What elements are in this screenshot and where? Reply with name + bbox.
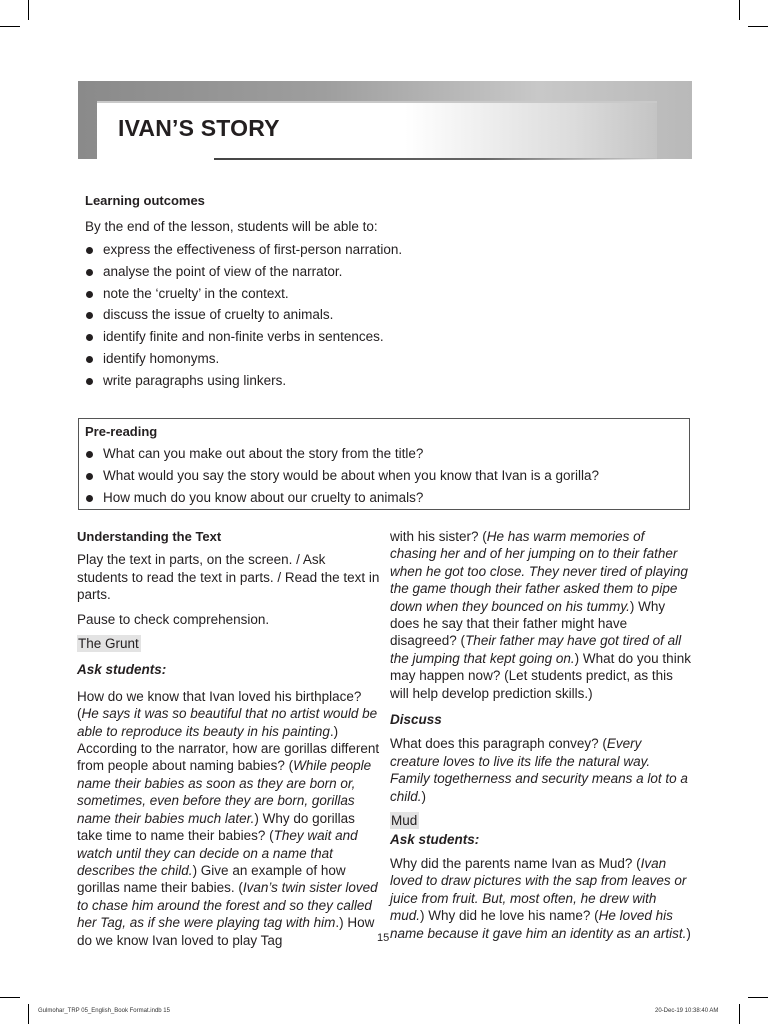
list-item: analyse the point of view of the narrator.	[85, 263, 402, 285]
list-item: What can you make out about the story from the title?	[85, 445, 599, 467]
print-slug-date: 20-Dec-19 10:38:40 AM	[655, 1008, 719, 1014]
question-paragraph	[390, 855, 692, 942]
question-text: What does this paragraph convey? (	[390, 736, 607, 752]
instruction-paragraph: Pause to check comprehension.	[77, 611, 270, 627]
discuss-heading: Discuss	[390, 712, 442, 728]
title-underline	[214, 158, 664, 160]
ask-students-heading: Ask students:	[390, 831, 480, 847]
closing-paren: )	[686, 925, 691, 941]
question-text: .) How do we know Ivan loved to play Tag	[77, 915, 375, 948]
learning-outcomes-list	[85, 241, 402, 394]
question-paragraph	[77, 688, 380, 949]
list-item: discuss the issue of cruelty to animals.	[85, 306, 402, 328]
question-text: ) Why does he say that their father might have disagreed? (	[390, 598, 666, 649]
crop-mark	[739, 1004, 740, 1024]
learning-outcomes-intro: By the end of the lesson, students will be able to:	[85, 219, 378, 234]
question-text: ) Why do gorillas take time to name their babies? (	[77, 810, 355, 844]
question-text: .) According to the narrator, how are gorillas different from people about naming babies? (	[77, 723, 380, 774]
crop-mark	[28, 0, 29, 20]
list-item: express the effectiveness of first-person narration.	[85, 241, 402, 263]
answer-text: Ivan’s twin sister loved to chase him around the forest and so they called her Tag, as if she were playing tag with him	[77, 880, 378, 931]
crop-mark	[0, 997, 20, 998]
answer-text: They wait and watch until they can decide on a name that describes the child.	[77, 828, 358, 878]
list-item: What would you say the story would be about when you know that Ivan is a gorilla?	[85, 467, 599, 489]
answer-text: Ivan loved to draw pictures with the sap from leaves or juice from fruit. But, most often, he drew with mud.	[390, 855, 687, 924]
answer-text: Their father may have got tired of all the jumping that kept going on.	[390, 633, 682, 666]
answer-text: He says it was so beautiful that no artist would be able to reproduce its beauty in his painting	[77, 706, 378, 739]
list-item: note the ‘cruelty’ in the context.	[85, 285, 402, 307]
question-text: ) Give an example of how gorillas name their babies. (	[77, 862, 346, 896]
list-item: identify finite and non-finite verbs in sentences.	[85, 328, 402, 350]
right-column	[390, 528, 692, 942]
answer-text: He has warm memories of chasing her and of her jumping on to their father when he got too close. They never tired of playing the game though their father asked them to pipe down when they bounced on his tummy.	[390, 529, 688, 614]
question-text: How do we know that Ivan loved his birthplace? (	[77, 688, 362, 722]
question-paragraph	[390, 528, 692, 702]
ask-students-heading: Ask students:	[77, 662, 167, 678]
crop-mark	[748, 26, 768, 27]
closing-paren: )	[421, 788, 427, 804]
question-text: ) Why did he love his name? (	[420, 908, 599, 924]
learning-outcomes-heading: Learning outcomes	[85, 193, 205, 208]
crop-mark	[28, 1004, 29, 1024]
list-item: How much do you know about our cruelty to animals?	[85, 489, 599, 511]
question-text: with his sister? (	[390, 529, 487, 544]
list-item: identify homonyms.	[85, 350, 402, 372]
crop-mark	[739, 0, 740, 20]
question-text: Why did the parents name Ivan as Mud? (	[390, 855, 641, 871]
crop-mark	[0, 26, 20, 27]
section-tag: The Grunt	[78, 636, 139, 652]
pre-reading-list	[85, 445, 599, 510]
list-item: write paragraphs using linkers.	[85, 372, 402, 394]
answer-text: While people name their babies as soon as they are born or, sometimes, even before they are born, gorillas name their babies much later.	[77, 758, 372, 826]
left-column	[77, 528, 380, 949]
crop-mark	[748, 997, 768, 998]
pre-reading-box	[78, 418, 690, 510]
section-heading: Understanding the Text	[77, 529, 222, 544]
section-tag: Mud	[391, 813, 418, 829]
question-text: ) What do you think may happen now? (Let students predict, as this will help develop prediction skills.)	[390, 650, 691, 701]
page-number: 15	[377, 932, 390, 944]
instruction-paragraph: Play the text in parts, on the screen. / Ask students to read the text in parts. / Read the text in parts.	[77, 552, 380, 603]
print-slug-file: Gulmohar_TRP 05_English_Book Format.indb 15	[38, 1008, 170, 1014]
answer-text: Every creature loves to live its life the natural way. Family togetherness and security means a lot to a child.	[390, 736, 688, 804]
pre-reading-heading: Pre-reading	[85, 424, 158, 439]
discuss-paragraph	[390, 735, 692, 805]
chapter-title: IVAN’S STORY	[118, 115, 280, 141]
answer-text: He loved his name because it gave him an identity as an artist.	[390, 908, 687, 941]
